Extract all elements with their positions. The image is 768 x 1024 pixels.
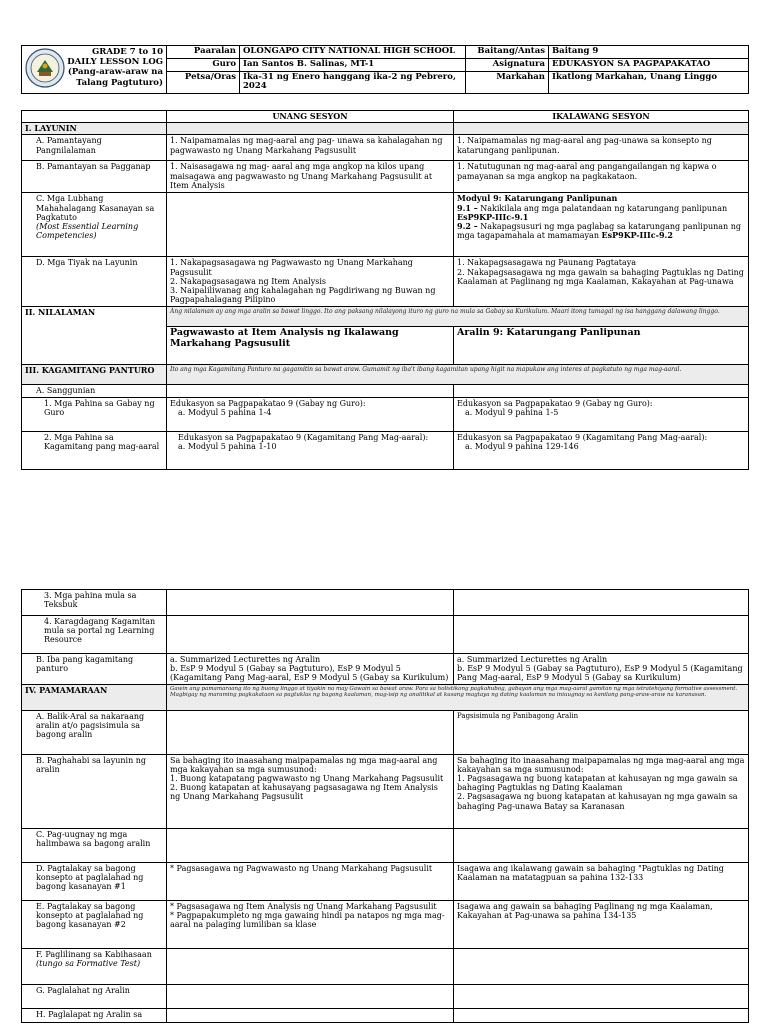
- row-label-balik-aral: A. Balik-Aral sa nakaraang aralin at/o pagsisimula sa bagong aralin: [22, 710, 167, 754]
- school-seal-icon: [25, 48, 65, 88]
- paaralan-value: OLONGAPO CITY NATIONAL HIGH SCHOOL: [240, 46, 466, 59]
- row-label-p2: 2. Mga Pahina sa Kagamitang pang mag-aaral: [22, 431, 167, 469]
- pagtalakay-2-second: Isagawa ang gawain sa bahaging Paglinang ng mga Kaalaman, Kakayahan at Pag-unawa sa pahina 134-135: [454, 900, 749, 948]
- layunin-d-first: 1. Nakapagsasagawa ng Pagwawasto ng Unang Markahang Pagsusulit 2. Nakapagsasagawa ng Item Analysis 3. Naipaliliwanag ang kahalagahan ng Pagdiriwang ng Buwan ng Pagpapahalagang Pilipino: [167, 257, 454, 307]
- layunin-b-second: 1. Natutugunan ng mag-aaral ang pangangailangan ng kapwa o pamayanan sa mga angkop na pagkakataon.: [454, 161, 749, 193]
- layunin-heading: I. LAYUNIN: [22, 123, 167, 135]
- session-2-heading: IKALAWANG SESYON: [454, 111, 749, 123]
- row-label-p4: 4. Karagdagang Kagamitan mula sa portal ng Learning Resource: [22, 616, 167, 654]
- lesson-table-page-1: [21, 110, 749, 470]
- p2-first: Edukasyon sa Pagpapakatao 9 (Kagamitang Pang Mag-aaral): a. Modyul 5 pahina 1-10: [167, 431, 454, 469]
- log-subtitle: (Pang-araw-araw na Talang Pagtuturo): [67, 67, 163, 88]
- iba-pang-second: a. Summarized Lecturettes ng Aralin b. EsP 9 Modyul 5 (Gabay sa Pagtuturo), EsP 9 Modyul 5 (Kagamitang Pang Mag-aaral, EsP 9 Modyul 5 (Gabay sa Kurikulum): [454, 654, 749, 685]
- layunin-a-second: 1. Naipamamalas ng mag-aaral ang pag-unawa sa konsepto ng katarungang panlipunan.: [454, 135, 749, 161]
- row-label-pagtalakay-1: D. Pagtalakay sa bagong konsepto at paglalahad ng bagong kasanayan #1: [22, 862, 167, 900]
- pamamaraan-note: Gawin ang pamamaraang ito ng buong linggo at tiyakin na may Gawain sa bawat araw. Para sa holistikong pagkahubog, gabayan ang mga mag-aaral gamitan ng mga istratehiyang formative assessment. Magbigay ng maraming pagkakataon sa pagtuklas ng bagong kaalaman, mag-isip ng analitikal at kusang magtaya ng dating kaalaman na iniuugnay sa kanilang pang-araw-araw na karanasan.: [167, 684, 749, 710]
- modyul-title: Modyul 9: Katarungang Panlipunan: [457, 193, 618, 204]
- row-label-pagtalakay-2: E. Pagtalakay sa bagong konsepto at paglalahad ng bagong kasanayan #2: [22, 900, 167, 948]
- markahan-value: Ikatlong Markahan, Unang Linggo: [549, 71, 749, 94]
- paaralan-label: Paaralan: [167, 46, 240, 59]
- p2-second: Edukasyon sa Pagpapakatao 9 (Kagamitang Pang Mag-aaral): a. Modyul 9 pahina 129-146: [454, 431, 749, 469]
- row-label-pag-uugnay: C. Pag-uugnay ng mga halimbawa sa bagong aralin: [22, 828, 167, 862]
- sanggunian-label: A. Sanggunian: [22, 385, 167, 397]
- guro-value: Ian Santos B. Salinas, MT-1: [240, 58, 466, 71]
- markahan-label: Markahan: [466, 71, 549, 94]
- p1-second: Edukasyon sa Pagpapakatao 9 (Gabay ng Guro): a. Modyul 9 pahina 1-5: [454, 397, 749, 431]
- layunin-c-second: Modyul 9: Katarungang Panlipunan 9.1 – Nakikilala ang mga palatandaan ng katarungang panlipunan EsP9KP-IIIc-9.1 9.2 – Nakapagsusuri ng mga paglabag sa katarungang panlipunan ng mga tagapamahala at mamamayan EsP9KP-IIIc-9.2: [454, 193, 749, 257]
- row-label-paglalahat: G. Paglalahat ng Aralin: [22, 984, 167, 1008]
- header-table: [21, 45, 749, 94]
- row-label-b: B. Pamantayan sa Pagganap: [22, 161, 167, 193]
- nilalaman-second: Aralin 9: Katarungang Panlipunan: [454, 327, 749, 365]
- school-info-cell: [22, 46, 167, 94]
- asignatura-value: EDUKASYON SA PAGPAPAKATAO: [549, 58, 749, 71]
- layunin-a-first: 1. Naipamamalas ng mag-aaral ang pag- unawa sa kahalagahan ng pagwawasto ng Unang Markahang Pagsusulit: [167, 135, 454, 161]
- session-1-heading: UNANG SESYON: [167, 111, 454, 123]
- balik-aral-second: Pagsisimula ng Panibagong Aralin: [454, 710, 749, 754]
- layunin-d-second: 1. Nakapagsasagawa ng Paunang Pagtataya 2. Nakapagsasagawa ng mga gawain sa bahaging Pagtuklas ng Dating Kaalaman at Paglinang ng mga Kaalaman, Kakayahan at Pag-unawa: [454, 257, 749, 307]
- row-label-paghahabi: B. Paghahabi sa layunin ng aralin: [22, 754, 167, 828]
- p1-first: Edukasyon sa Pagpapakatao 9 (Gabay ng Guro): a. Modyul 5 pahina 1-4: [167, 397, 454, 431]
- layunin-b-first: 1. Naisasagawa ng mag- aaral ang mga angkop na kilos upang maisagawa ang pagwawasto ng Unang Markahang Pagsusulit at Item Analysis: [167, 161, 454, 193]
- row-label-a: A. Pamantayang Pangnilalaman: [22, 135, 167, 161]
- row-label-paglalapat: H. Paglalapat ng Aralin sa: [22, 1008, 167, 1022]
- log-title: DAILY LESSON LOG: [67, 57, 163, 68]
- row-label-kabihasaan: F. Paglilinang sa Kabihasaan (tungo sa Formative Test): [22, 948, 167, 984]
- nilalaman-heading: II. NILALAMAN: [22, 307, 167, 365]
- grade-text: GRADE 7 to 10: [92, 47, 163, 57]
- code-92: EsP9KP-IIIc-9.2: [601, 230, 673, 241]
- row-label-p3: 3. Mga pahina mula sa Teksbuk: [22, 590, 167, 616]
- kagamitan-note: Ito ang mga Kagamitang Panturo na gagamitin sa bawat araw. Gumamit ng iba't ibang kagamitan upang higit na mapukaw ang interes at pagkatuto ng mga mag-aaral.: [167, 365, 749, 385]
- guro-label: Guro: [167, 58, 240, 71]
- pamamaraan-heading: IV. PAMAMARAAN: [22, 684, 167, 710]
- paghahabi-second: Sa bahaging ito inaasahang maipapamalas ng mga mag-aaral ang mga kakayahan sa mga sumusunod: 1. Pagsasagawa ng buong katapatan at kahusayan ng mga gawain sa bahaging Pagtuklas ng Dating Kaalaman 2. Pagsasagawa ng buong katapatan at kahusayan ng mga gawain sa bahaging Pag-unawa Batay sa Karanasan: [454, 754, 749, 828]
- row-label-iba-pang: B. Iba pang kagamitang panturo: [22, 654, 167, 685]
- baitang-value: Baitang 9: [549, 46, 749, 59]
- petsa-label: Petsa/Oras: [167, 71, 240, 94]
- formative-note: (tungo sa Formative Test): [36, 958, 141, 968]
- nilalaman-note: Ang nilalaman ay ang mga aralin sa bawat linggo. Ito ang paksang nilalayong ituro ng guro na mula sa Gabay sa Kurikulum. Maari itong tumagal ng isa hanggang dalawang linggo.: [167, 307, 749, 327]
- nilalaman-first: Pagwawasto at Item Analysis ng Ikalawang Markahang Pagsusulit: [167, 327, 454, 365]
- row-label-p1: 1. Mga Pahina sa Gabay ng Guro: [22, 397, 167, 431]
- blank-corner: [22, 111, 167, 123]
- row-label-d: D. Mga Tiyak na Layunin: [22, 257, 167, 307]
- paghahabi-first: Sa bahaging ito inaasahang maipapamalas ng mga mag-aaral ang mga kakayahan sa mga sumusunod: 1. Buong katapatang pagwawasto ng Unang Markahang Pagsusulit 2. Buong katapatan at kahusayang pagsasagawa ng Item Analysis ng Unang Markahang Pagsusulit: [167, 754, 454, 828]
- kagamitan-heading: III. KAGAMITANG PANTURO: [22, 365, 167, 385]
- pagtalakay-1-first: * Pagsasagawa ng Pagwawasto ng Unang Markahang Pagsusulit: [167, 862, 454, 900]
- melc-note: (Most Essential Learning Competencies): [36, 221, 139, 241]
- asignatura-label: Asignatura: [466, 58, 549, 71]
- pagtalakay-2-first: * Pagsasagawa ng Item Analysis ng Unang Markahang Pagsusulit * Pagpapakumpleto ng mga gawaing hindi pa natapos ng mga mag-aaral na palaging lumiliban sa klase: [167, 900, 454, 948]
- baitang-label: Baitang/Antas: [466, 46, 549, 59]
- row-label-c: C. Mga Lubhang Mahahalagang Kasanayan sa Pagkatuto (Most Essential Learning Competencies): [22, 193, 167, 257]
- petsa-value: Ika-31 ng Enero hanggang ika-2 ng Pebrero, 2024: [240, 71, 466, 94]
- lesson-table-page-2: [21, 589, 749, 1023]
- code-91: EsP9KP-IIIc-9.1: [457, 211, 529, 222]
- iba-pang-first: a. Summarized Lecturettes ng Aralin b. EsP 9 Modyul 5 (Gabay sa Pagtuturo), EsP 9 Modyul 5 (Kagamitang Pang Mag-aaral, EsP 9 Modyul 5 (Gabay sa Kurikulum): [167, 654, 454, 685]
- pagtalakay-1-second: Isagawa ang ikalawang gawain sa bahaging "Pagtuklas ng Dating Kaalaman na matatagpuan sa pahina 132-133: [454, 862, 749, 900]
